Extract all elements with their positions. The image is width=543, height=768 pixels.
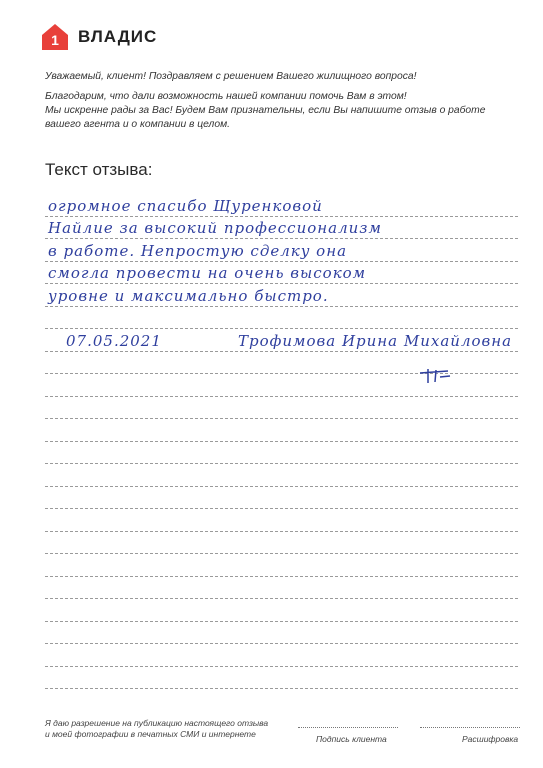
handwritten-signer-name: Трофимова Ирина Михайловна <box>238 332 513 350</box>
ruled-line <box>45 351 518 352</box>
ruled-line <box>45 441 518 442</box>
signature-line <box>298 727 398 728</box>
ruled-line <box>45 418 518 419</box>
ruled-line <box>45 576 518 577</box>
handwritten-line: Найлие за высокий профессионализм <box>48 219 382 237</box>
ruled-line <box>45 531 518 532</box>
thanks-text-1: Благодарим, что дали возможность нашей компании помочь Вам в этом! <box>45 91 407 102</box>
ruled-line <box>45 261 518 262</box>
decoding-caption: Расшифровка <box>462 734 519 744</box>
ruled-line <box>45 598 518 599</box>
ruled-line <box>45 553 518 554</box>
ruled-line <box>45 306 518 307</box>
brand-name: ВЛАДИС <box>78 27 158 46</box>
handwritten-line: смогла провести на очень высоком <box>48 264 367 282</box>
ruled-line <box>45 666 518 667</box>
handwritten-line: огромное спасибо Щуренковой <box>48 197 323 215</box>
intro-text <box>45 70 515 132</box>
handwritten-line: уровне и максимально быстро. <box>48 287 329 305</box>
thanks-text-2: Мы искренне рады за Вас! Будем Вам признательны, если Вы напишите отзыв о работе <box>45 105 486 116</box>
consent-text-1: Я даю разрешение на публикацию настоящего отзыва <box>45 718 269 728</box>
ruled-line <box>45 396 518 397</box>
handwritten-date: 07.05.2021 <box>66 332 162 350</box>
ruled-line <box>45 486 518 487</box>
ruled-line <box>45 283 518 284</box>
ruled-line <box>45 688 518 689</box>
greeting-text: Уважаемый, клиент! Поздравляем с решением Вашего жилищного вопроса! <box>45 71 417 82</box>
ruled-line <box>45 463 518 464</box>
svg-text:1: 1 <box>51 32 59 48</box>
handwritten-line: в работе. Непростую сделку она <box>48 242 348 260</box>
ruled-line <box>45 508 518 509</box>
ruled-line <box>45 643 518 644</box>
ruled-line <box>45 621 518 622</box>
ruled-line <box>45 238 518 239</box>
ruled-line <box>45 328 518 329</box>
brand-logo <box>40 22 157 52</box>
decoding-line <box>420 727 520 728</box>
signature-scribble <box>418 367 452 385</box>
consent-note <box>45 718 268 740</box>
signature-caption: Подпись клиента <box>316 734 387 744</box>
ruled-line <box>45 216 518 217</box>
consent-text-2: и моей фотографии в печатных СМИ и интернете <box>45 729 256 739</box>
thanks-text-3: вашего агента и о компании в целом. <box>45 119 230 130</box>
house-key-icon <box>40 22 70 52</box>
review-heading: Текст отзыва: <box>45 160 153 179</box>
